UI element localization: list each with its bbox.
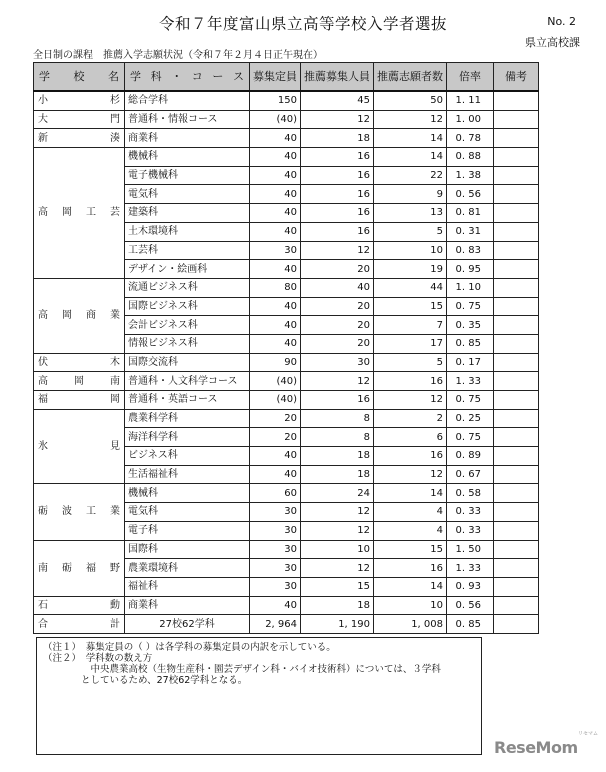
- char: 南: [38, 562, 48, 574]
- course-name: 商業科: [125, 129, 250, 148]
- ratio-value: 0. 67: [447, 465, 494, 484]
- char: 工: [86, 506, 96, 518]
- char: 計: [110, 618, 120, 630]
- applicants-value: 17: [374, 334, 447, 353]
- table-row: [34, 372, 539, 391]
- char: 岡: [110, 394, 120, 406]
- rec-capacity-value: 18: [301, 596, 374, 615]
- table-row: [34, 596, 539, 615]
- table-row: [34, 148, 539, 167]
- course-name: 商業科: [125, 596, 250, 615]
- table-row: [34, 540, 539, 559]
- ratio-value: 0. 56: [447, 596, 494, 615]
- total-ratio: 0. 85: [447, 615, 494, 634]
- char: 新: [38, 132, 48, 144]
- capacity-value: 40: [250, 465, 301, 484]
- resemom-logo: ReseMom: [494, 738, 578, 757]
- note-line: 中央農業高校（生物生産科・園芸デザイン科・バイオ技術科）については、３学科: [43, 664, 441, 675]
- char: 福: [38, 394, 48, 406]
- remarks-value: [494, 148, 539, 167]
- capacity-value: 40: [250, 596, 301, 615]
- applicants-value: 12: [374, 465, 447, 484]
- applicants-value: 14: [374, 148, 447, 167]
- applicants-value: 22: [374, 166, 447, 185]
- char: ・: [171, 70, 183, 83]
- char: 湊: [110, 132, 120, 144]
- rec-capacity-value: 40: [301, 278, 374, 297]
- table-row: [34, 278, 539, 297]
- remarks-value: [494, 260, 539, 279]
- ratio-value: 0. 31: [447, 222, 494, 241]
- remarks-value: [494, 278, 539, 297]
- school-name: [34, 110, 125, 129]
- course-name: 国際交流科: [125, 353, 250, 372]
- applicants-value: 14: [374, 129, 447, 148]
- course-name: 生活福祉科: [125, 465, 250, 484]
- capacity-value: 60: [250, 484, 301, 503]
- table-row: [34, 409, 539, 428]
- ratio-value: 0. 17: [447, 353, 494, 372]
- char: 氷: [38, 441, 48, 453]
- page-title: 令和７年度富山県立高等学校入学者選抜: [158, 15, 447, 33]
- applicants-value: 19: [374, 260, 447, 279]
- capacity-value: 40: [250, 129, 301, 148]
- course-name: 総合学科: [125, 91, 250, 110]
- applicants-value: 10: [374, 241, 447, 260]
- course-name: 電子科: [125, 521, 250, 540]
- school-name: [34, 353, 125, 372]
- char: 木: [110, 356, 120, 368]
- header-rec-capacity: 推薦募集人員: [301, 63, 374, 92]
- course-name: 国際科: [125, 540, 250, 559]
- char: 砺: [38, 506, 48, 518]
- applicants-value: 12: [374, 110, 447, 129]
- remarks-value: [494, 353, 539, 372]
- char: 工: [86, 207, 96, 219]
- char: 野: [110, 562, 120, 574]
- rec-capacity-value: 20: [301, 260, 374, 279]
- ratio-value: 0. 75: [447, 297, 494, 316]
- char: 杉: [110, 95, 120, 107]
- course-name: 建築科: [125, 204, 250, 223]
- table-header-row: [34, 63, 539, 92]
- applicants-value: 44: [374, 278, 447, 297]
- applications-table: [33, 62, 539, 634]
- capacity-value: (40): [250, 110, 301, 129]
- rec-capacity-value: 20: [301, 297, 374, 316]
- remarks-value: [494, 559, 539, 578]
- char: 動: [110, 599, 120, 611]
- rec-capacity-value: 30: [301, 353, 374, 372]
- ratio-value: 0. 89: [447, 447, 494, 466]
- course-name: 海洋科学科: [125, 428, 250, 447]
- course-name: 普通科・情報コース: [125, 110, 250, 129]
- remarks-value: [494, 577, 539, 596]
- ratio-value: 0. 35: [447, 316, 494, 335]
- rec-capacity-value: 12: [301, 241, 374, 260]
- ratio-value: 0. 33: [447, 503, 494, 522]
- course-name: ビジネス科: [125, 447, 250, 466]
- course-name: 土木環境科: [125, 222, 250, 241]
- applicants-value: 6: [374, 428, 447, 447]
- course-name: 電子機械科: [125, 166, 250, 185]
- course-name: 情報ビジネス科: [125, 334, 250, 353]
- rec-capacity-value: 20: [301, 334, 374, 353]
- char: 伏: [38, 356, 48, 368]
- ratio-value: 0. 25: [447, 409, 494, 428]
- capacity-value: 90: [250, 353, 301, 372]
- capacity-value: 30: [250, 540, 301, 559]
- applicants-value: 9: [374, 185, 447, 204]
- rec-capacity-value: 18: [301, 129, 374, 148]
- rec-capacity-value: 18: [301, 447, 374, 466]
- school-name: [34, 129, 125, 148]
- char: 業: [110, 506, 120, 518]
- capacity-value: 40: [250, 148, 301, 167]
- rec-capacity-value: 12: [301, 503, 374, 522]
- rec-capacity-value: 12: [301, 521, 374, 540]
- note-line: としているため、27校62学科となる。: [43, 675, 248, 686]
- rec-capacity-value: 12: [301, 372, 374, 391]
- school-name: [34, 596, 125, 615]
- ratio-value: 0. 88: [447, 148, 494, 167]
- header-course: [125, 63, 250, 92]
- capacity-value: 20: [250, 428, 301, 447]
- char: 岡: [62, 207, 72, 219]
- course-name: 電気科: [125, 185, 250, 204]
- remarks-value: [494, 222, 539, 241]
- department-label: 県立高校課: [525, 36, 580, 49]
- remarks-value: [494, 372, 539, 391]
- char: 芸: [110, 207, 120, 219]
- remarks-value: [494, 484, 539, 503]
- school-name: [34, 409, 125, 484]
- capacity-value: 40: [250, 297, 301, 316]
- rec-capacity-value: 45: [301, 91, 374, 110]
- capacity-value: 40: [250, 316, 301, 335]
- rec-capacity-value: 15: [301, 577, 374, 596]
- table-row: [34, 484, 539, 503]
- school-name: [34, 372, 125, 391]
- ratio-value: 0. 93: [447, 577, 494, 596]
- rec-capacity-value: 16: [301, 185, 374, 204]
- capacity-value: 150: [250, 91, 301, 110]
- char: 砺: [62, 562, 72, 574]
- note-line: （注２） 学科数の数え方: [43, 653, 153, 664]
- remarks-value: [494, 166, 539, 185]
- total-label: [34, 615, 125, 634]
- rec-capacity-value: 12: [301, 559, 374, 578]
- remarks-value: [494, 447, 539, 466]
- char: 南: [110, 375, 120, 387]
- remarks-value: [494, 204, 539, 223]
- ratio-value: 0. 78: [447, 129, 494, 148]
- applicants-value: 50: [374, 91, 447, 110]
- remarks-value: [494, 91, 539, 110]
- capacity-value: 40: [250, 204, 301, 223]
- ratio-value: 0. 83: [447, 241, 494, 260]
- school-name: [34, 148, 125, 279]
- applicants-value: 5: [374, 353, 447, 372]
- rec-capacity-value: 16: [301, 148, 374, 167]
- capacity-value: 30: [250, 503, 301, 522]
- applicants-value: 10: [374, 596, 447, 615]
- char: 門: [110, 114, 120, 126]
- ratio-value: 1. 50: [447, 540, 494, 559]
- ratio-value: 1. 00: [447, 110, 494, 129]
- char: コ: [191, 70, 203, 83]
- capacity-value: 40: [250, 334, 301, 353]
- applicants-value: 15: [374, 297, 447, 316]
- rec-capacity-value: 16: [301, 391, 374, 410]
- rec-capacity-value: 20: [301, 316, 374, 335]
- rec-capacity-value: 16: [301, 222, 374, 241]
- remarks-value: [494, 391, 539, 410]
- rec-capacity-value: 24: [301, 484, 374, 503]
- rec-capacity-value: 10: [301, 540, 374, 559]
- school-name: [34, 484, 125, 540]
- total-rec-capacity: 1, 190: [301, 615, 374, 634]
- applicants-value: 15: [374, 540, 447, 559]
- capacity-value: (40): [250, 372, 301, 391]
- total-remarks: [494, 615, 539, 634]
- course-name: 工芸科: [125, 241, 250, 260]
- note-line: （注１） 募集定員の（ ）は各学科の募集定員の内訳を示している。: [43, 642, 336, 653]
- applicants-value: 4: [374, 503, 447, 522]
- char: 高: [38, 310, 48, 322]
- course-name: 国際ビジネス科: [125, 297, 250, 316]
- course-name: 会計ビジネス科: [125, 316, 250, 335]
- remarks-value: [494, 129, 539, 148]
- remarks-value: [494, 110, 539, 129]
- applicants-value: 16: [374, 447, 447, 466]
- capacity-value: 40: [250, 222, 301, 241]
- total-row: [34, 615, 539, 634]
- remarks-value: [494, 503, 539, 522]
- applicants-value: 2: [374, 409, 447, 428]
- applicants-value: 14: [374, 577, 447, 596]
- course-name: 電気科: [125, 503, 250, 522]
- ratio-value: 0. 81: [447, 204, 494, 223]
- course-name: 農業環境科: [125, 559, 250, 578]
- total-applicants: 1, 008: [374, 615, 447, 634]
- ratio-value: 0. 33: [447, 521, 494, 540]
- header-school: [34, 63, 125, 92]
- char: 岡: [74, 375, 84, 387]
- remarks-value: [494, 409, 539, 428]
- char: ス: [232, 70, 244, 83]
- char: 高: [38, 207, 48, 219]
- applicants-value: 16: [374, 372, 447, 391]
- char: 学: [39, 70, 50, 83]
- course-name: 農業科学科: [125, 409, 250, 428]
- char: 石: [38, 599, 48, 611]
- char: 大: [38, 114, 48, 126]
- applicants-value: 4: [374, 521, 447, 540]
- ratio-value: 0. 85: [447, 334, 494, 353]
- remarks-value: [494, 428, 539, 447]
- school-name: [34, 91, 125, 110]
- rec-capacity-value: 18: [301, 465, 374, 484]
- rec-capacity-value: 16: [301, 166, 374, 185]
- char: 福: [86, 562, 96, 574]
- course-name: 普通科・英語コース: [125, 391, 250, 410]
- remarks-value: [494, 521, 539, 540]
- total-capacity: 2, 964: [250, 615, 301, 634]
- char: 岡: [62, 310, 72, 322]
- rec-capacity-value: 8: [301, 409, 374, 428]
- school-name: [34, 278, 125, 353]
- course-name: 福祉科: [125, 577, 250, 596]
- ratio-value: 1. 33: [447, 372, 494, 391]
- applicants-value: 14: [374, 484, 447, 503]
- course-name: デザイン・絵画科: [125, 260, 250, 279]
- table-subtitle: 全日制の課程 推薦入学志願状況（令和７年２月４日正午現在）: [33, 50, 323, 61]
- total-course-count: 27校62学科: [125, 615, 250, 634]
- table-row: [34, 91, 539, 110]
- char: 科: [150, 70, 162, 83]
- ratio-value: 0. 95: [447, 260, 494, 279]
- ratio-value: 0. 75: [447, 391, 494, 410]
- logo-ruby: リセマム: [578, 731, 598, 737]
- school-name: [34, 540, 125, 596]
- capacity-value: 30: [250, 241, 301, 260]
- ratio-value: 0. 75: [447, 428, 494, 447]
- course-name: 流通ビジネス科: [125, 278, 250, 297]
- char: 見: [110, 441, 120, 453]
- course-name: 普通科・人文科学コース: [125, 372, 250, 391]
- char: 小: [38, 95, 48, 107]
- capacity-value: 40: [250, 447, 301, 466]
- notes-box: [36, 637, 482, 755]
- ratio-value: 1. 11: [447, 91, 494, 110]
- table-row: [34, 391, 539, 410]
- capacity-value: 40: [250, 166, 301, 185]
- remarks-value: [494, 540, 539, 559]
- remarks-value: [494, 465, 539, 484]
- course-name: 機械科: [125, 484, 250, 503]
- char: 校: [73, 70, 85, 83]
- ratio-value: 1. 38: [447, 166, 494, 185]
- capacity-value: 40: [250, 260, 301, 279]
- char: 高: [38, 375, 48, 387]
- capacity-value: 80: [250, 278, 301, 297]
- header-capacity: 募集定員: [250, 63, 301, 92]
- applicants-value: 7: [374, 316, 447, 335]
- char: 名: [108, 70, 119, 83]
- capacity-value: 30: [250, 559, 301, 578]
- applicants-value: 13: [374, 204, 447, 223]
- rec-capacity-value: 16: [301, 204, 374, 223]
- remarks-value: [494, 316, 539, 335]
- char: 学: [130, 70, 141, 83]
- header-remarks: 備考: [494, 63, 539, 92]
- table-row: [34, 353, 539, 372]
- school-name: [34, 391, 125, 410]
- header-ratio: 倍率: [447, 63, 494, 92]
- ratio-value: 1. 10: [447, 278, 494, 297]
- remarks-value: [494, 334, 539, 353]
- table-row: [34, 129, 539, 148]
- char: 波: [62, 506, 72, 518]
- remarks-value: [494, 241, 539, 260]
- capacity-value: (40): [250, 391, 301, 410]
- capacity-value: 30: [250, 521, 301, 540]
- ratio-value: 0. 56: [447, 185, 494, 204]
- capacity-value: 40: [250, 185, 301, 204]
- remarks-value: [494, 297, 539, 316]
- char: 業: [110, 310, 120, 322]
- capacity-value: 20: [250, 409, 301, 428]
- rec-capacity-value: 12: [301, 110, 374, 129]
- document-number: No. 2: [547, 15, 576, 28]
- header-applicants: 推薦志願者数: [374, 63, 447, 92]
- remarks-value: [494, 596, 539, 615]
- remarks-value: [494, 185, 539, 204]
- course-name: 機械科: [125, 148, 250, 167]
- char: ー: [212, 70, 224, 83]
- applicants-value: 16: [374, 559, 447, 578]
- capacity-value: 30: [250, 577, 301, 596]
- ratio-value: 0. 58: [447, 484, 494, 503]
- rec-capacity-value: 8: [301, 428, 374, 447]
- char: 合: [38, 618, 48, 630]
- table-row: [34, 110, 539, 129]
- char: 商: [86, 310, 96, 322]
- ratio-value: 1. 33: [447, 559, 494, 578]
- applicants-value: 5: [374, 222, 447, 241]
- applicants-value: 12: [374, 391, 447, 410]
